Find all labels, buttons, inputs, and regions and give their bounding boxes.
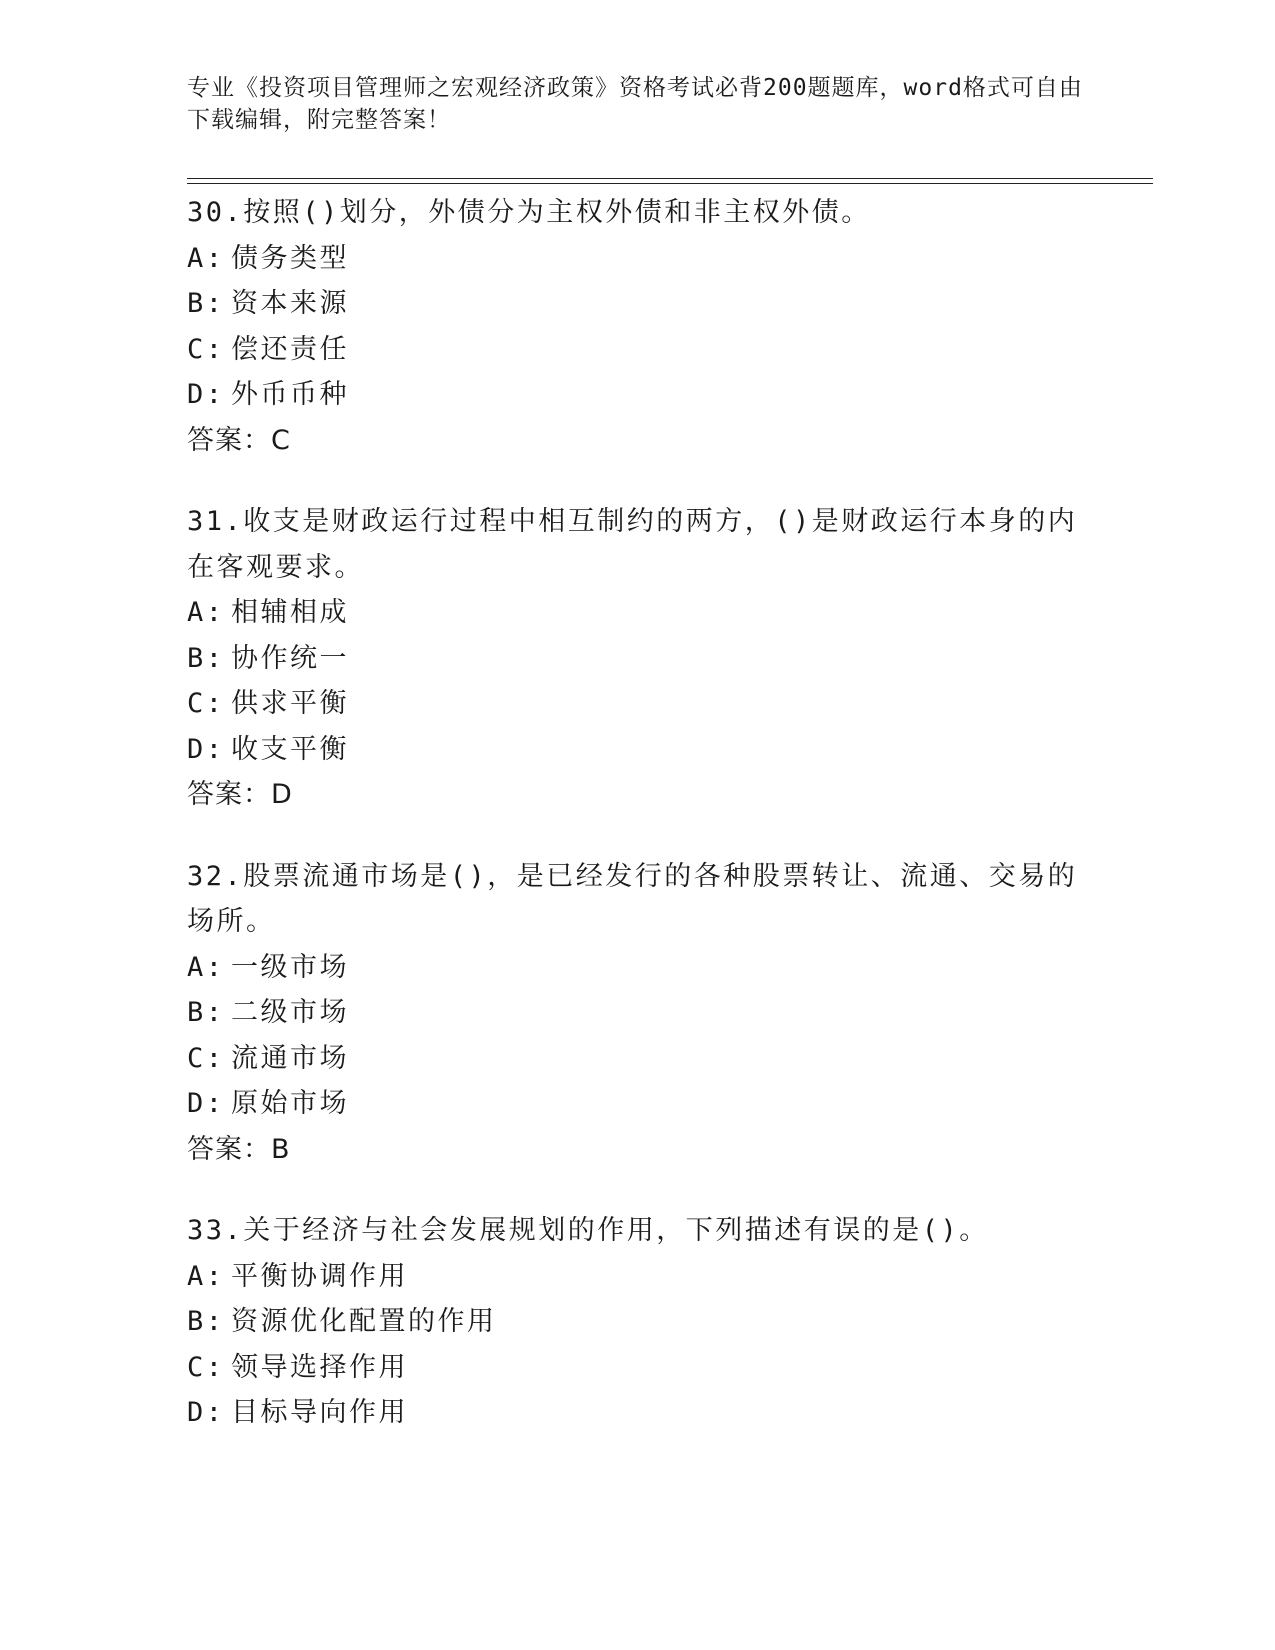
option-text: 收支平衡 <box>231 733 349 765</box>
option-letter: C: <box>187 333 225 365</box>
option-letter: A: <box>187 951 225 983</box>
option-letter: A: <box>187 242 225 274</box>
option-text: 偿还责任 <box>231 333 349 365</box>
option-text: 协作统一 <box>231 642 349 674</box>
option-letter: A: <box>187 597 225 628</box>
option-b <box>187 636 1087 682</box>
option-text: 资源优化配置的作用 <box>231 1306 497 1337</box>
header-divider-bottom <box>187 183 1153 184</box>
option-a <box>187 590 1087 636</box>
option-letter: B: <box>187 642 225 674</box>
option-b <box>187 281 1087 327</box>
question-30 <box>187 190 1087 463</box>
question-stem: 32.股票流通市场是()，是已经发行的各种股票转让、流通、交易的场所。 <box>187 860 1078 937</box>
option-text: 债务类型 <box>231 242 349 274</box>
option-text: 领导选择作用 <box>231 1351 408 1383</box>
option-letter: B: <box>187 288 225 319</box>
option-letter: C: <box>187 688 225 719</box>
question-33 <box>187 1208 1087 1436</box>
option-d <box>187 727 1087 773</box>
question-stem: 30.按照()划分，外债分为主权外债和非主权外债。 <box>187 197 871 228</box>
option-text: 目标导向作用 <box>231 1397 408 1428</box>
option-text: 供求平衡 <box>231 688 349 719</box>
option-a <box>187 1254 1087 1300</box>
option-d <box>187 1081 1087 1127</box>
option-text: 相辅相成 <box>231 597 349 628</box>
question-stem: 33.关于经济与社会发展规划的作用，下列描述有误的是()。 <box>187 1215 989 1246</box>
option-letter: B: <box>187 997 225 1028</box>
option-text: 资本来源 <box>231 288 349 319</box>
header-divider-top <box>187 178 1153 179</box>
answer-line: 答案：B <box>187 1133 291 1165</box>
option-b <box>187 990 1087 1036</box>
option-c <box>187 1345 1087 1391</box>
option-text: 外币币种 <box>231 379 349 410</box>
question-31 <box>187 499 1087 818</box>
option-a <box>187 945 1087 991</box>
option-b <box>187 1299 1087 1345</box>
option-letter: B: <box>187 1306 225 1337</box>
option-letter: C: <box>187 1042 225 1074</box>
option-text: 原始市场 <box>231 1088 349 1119</box>
option-c <box>187 681 1087 727</box>
question-32 <box>187 854 1087 1173</box>
document-header: 专业《投资项目管理师之宏观经济政策》资格考试必背200题题库，word格式可自由下载编辑，附完整答案！ <box>187 75 1083 133</box>
option-letter: D: <box>187 1397 225 1428</box>
answer-line: 答案：D <box>187 779 293 810</box>
option-text: 二级市场 <box>231 997 349 1028</box>
option-letter: C: <box>187 1351 225 1383</box>
option-text: 流通市场 <box>231 1042 349 1074</box>
question-stem: 31.收支是财政运行过程中相互制约的两方，()是财政运行本身的内在客观要求。 <box>187 506 1078 583</box>
answer-line: 答案：C <box>187 424 291 456</box>
option-letter: D: <box>187 1088 225 1119</box>
option-text: 一级市场 <box>231 951 349 983</box>
option-text: 平衡协调作用 <box>231 1260 408 1292</box>
option-letter: D: <box>187 733 225 765</box>
option-c <box>187 327 1087 373</box>
question-list <box>187 190 1087 1472</box>
option-d <box>187 1390 1087 1436</box>
option-letter: A: <box>187 1260 225 1292</box>
option-c <box>187 1036 1087 1082</box>
option-d <box>187 372 1087 418</box>
option-letter: D: <box>187 379 225 410</box>
option-a <box>187 236 1087 282</box>
